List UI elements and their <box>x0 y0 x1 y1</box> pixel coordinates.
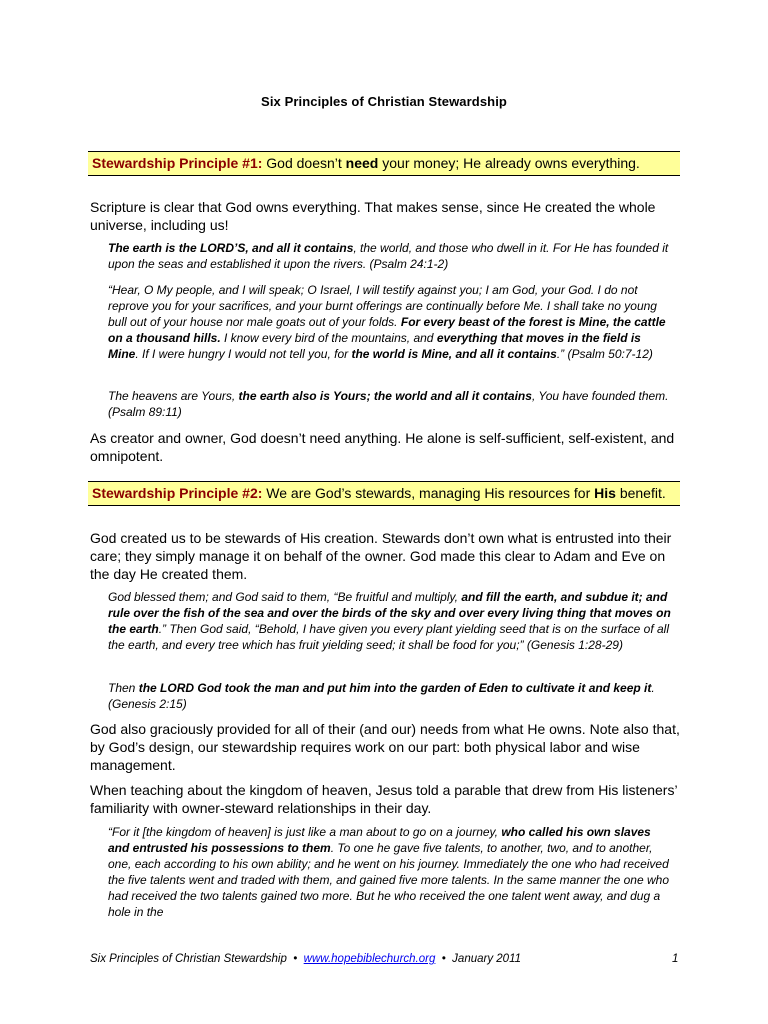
quote-psalm-89 <box>108 388 672 420</box>
page-footer <box>90 953 521 965</box>
quote-4-bold: and fill the earth, and subdue it; and rule over the fish of the sea and over the birds of the sky and over every living thing that moves on the earth <box>108 590 671 636</box>
principle-2-parable-intro: When teaching about the kingdom of heaven, Jesus told a parable that drew from His listeners’ familiarity with owner-steward relationships in their day. <box>90 782 678 816</box>
quote-3-bold: the earth also is Yours; the world and all it contains <box>238 389 532 403</box>
quote-6-text-b: . To one he gave five talents, to another, two, and to another, one, each according to his own ability; and he went on his journey. Immediately the one who had received the five talents went and traded with them, and gained five more talents. In the same manner the one who had received the two talents gained two more. But he who received the one talent went away, and dug a hole in the <box>108 841 669 919</box>
footer-date: • January 2011 <box>435 953 522 965</box>
quote-parable-talents <box>108 824 672 920</box>
quote-psalm-50 <box>108 282 672 362</box>
quote-genesis-2 <box>108 680 672 712</box>
principle-2-label: Stewardship Principle #2: <box>92 485 263 501</box>
quote-2-text-c: . If I were hungry I would not tell you, for <box>135 347 349 361</box>
footer-title: Six Principles of Christian Stewardship • <box>90 953 304 965</box>
principle-2-intro: God created us to be stewards of His creation. Stewards don’t own what is entrusted into their care; they simply manage it on behalf of the owner. God made this clear to Adam and Eve on the day He created them. <box>90 530 672 582</box>
page-title: Six Principles of Christian Stewardship <box>261 94 507 109</box>
principle-1-text-a: God doesn’t <box>266 155 342 171</box>
quote-5-text-b: . (Genesis 2:15) <box>108 681 655 711</box>
principle-2-provision: God also graciously provided for all of their (and our) needs from what He owns. Note also that, by God’s design, our stewardship requires work on our part: both physical labor and wise management. <box>90 721 680 773</box>
quote-1-text: , the world, and those who dwell in it. For He has founded it upon the seas and established it upon the rivers. (Psalm 24:1-2) <box>108 241 669 271</box>
quote-3-text-a: The heavens are Yours, <box>108 389 236 403</box>
quote-2-text-b: I know every bird of the mountains, and <box>224 331 434 345</box>
quote-2-text-a: “Hear, O My people, and I will speak; O Israel, I will testify against you; I am God, your God. I do not reprove you for your sacrifices, and your burnt offerings are continually before Me. I shall take no young bull out of your house nor male goats out of your folds. <box>108 283 657 329</box>
quote-4-text-a: God blessed them; and God said to them, “Be fruitful and multiply, <box>108 590 458 604</box>
page-number: 1 <box>672 953 679 965</box>
footer-website-link[interactable]: www.hopebiblechurch.org <box>303 953 436 965</box>
quote-6-text-a: “For it [the kingdom of heaven] is just like a man about to go on a journey, <box>108 825 498 839</box>
quote-2-bold-c: the world is Mine, and all it contains <box>351 347 557 361</box>
quote-2-bold-a: For every beast of the forest is Mine, the cattle on a thousand hills. <box>108 315 666 345</box>
quote-5-text-a: Then <box>108 681 136 695</box>
quote-psalm-24 <box>108 240 672 272</box>
quote-6-bold: who called his own slaves and entrusted his possessions to them <box>108 825 651 855</box>
quote-4-text-b: .” Then God said, “Behold, I have given you every plant yielding seed that is on the surface of all the earth, and every tree which has fruit yielding seed; it shall be food for you;” (Genesis 1:28-29) <box>108 622 669 652</box>
principle-1-emphasis: need <box>345 155 379 171</box>
quote-1-bold: The earth is the LORD’S, and all it contains <box>108 241 354 255</box>
principle-2-box <box>88 481 680 506</box>
principle-1-outro: As creator and owner, God doesn’t need anything. He alone is self-sufficient, self-existent, and omnipotent. <box>90 430 675 464</box>
principle-1-label: Stewardship Principle #1: <box>92 155 263 171</box>
principle-2-emphasis: His <box>594 485 616 501</box>
principle-1-text-b: your money; He already owns everything. <box>382 155 640 171</box>
quote-5-bold: the LORD God took the man and put him into the garden of Eden to cultivate it and keep it <box>138 681 652 695</box>
principle-2-text-a: We are God’s stewards, managing His resources for <box>266 485 591 501</box>
quote-2-text-d: .” (Psalm 50:7-12) <box>556 347 653 361</box>
principle-1-box <box>88 151 680 176</box>
principle-2-text-b: benefit. <box>619 485 666 501</box>
quote-3-text-b: , You have founded them. (Psalm 89:11) <box>108 389 669 419</box>
principle-1-intro: Scripture is clear that God owns everything. That makes sense, since He created the whole universe, including us! <box>90 199 656 233</box>
quote-genesis-1 <box>108 589 672 653</box>
quote-2-bold-b: everything that moves in the field is Mine <box>108 331 641 361</box>
